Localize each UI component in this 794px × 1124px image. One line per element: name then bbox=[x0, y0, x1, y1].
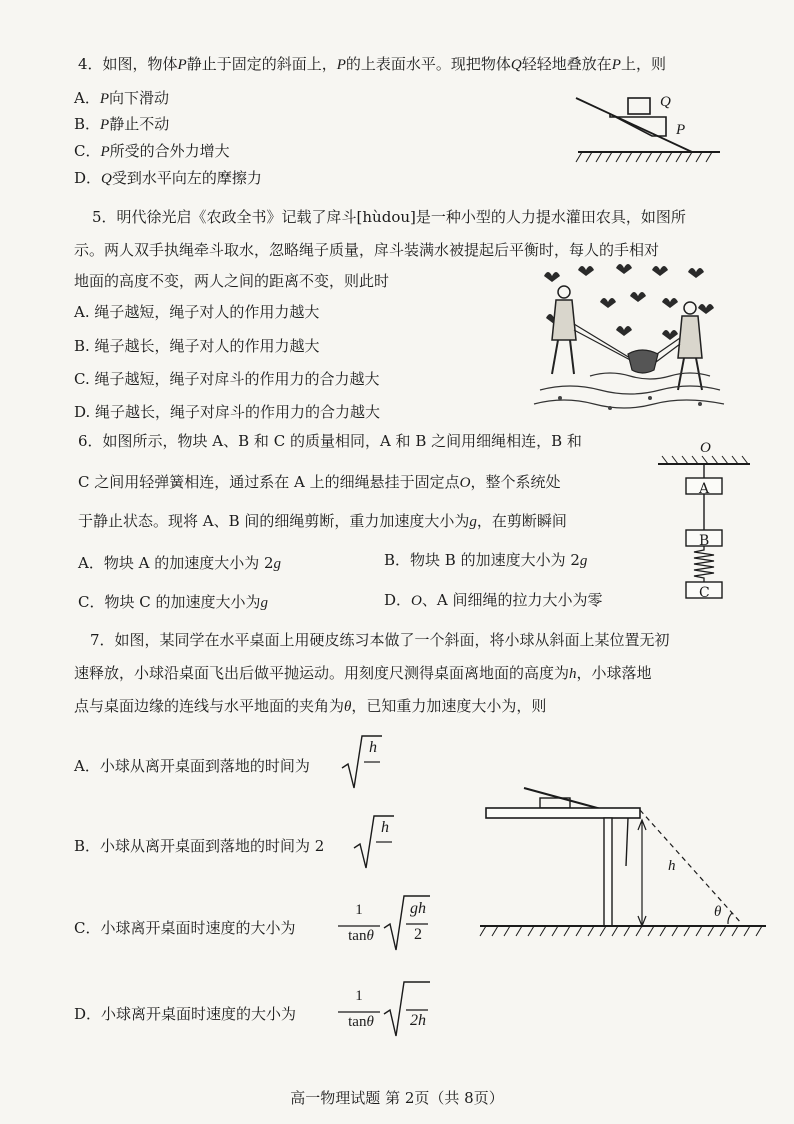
q6-option-d: D．O、A 间细绳的拉力大小为零 bbox=[384, 591, 603, 609]
q7-option-d-sqrt bbox=[382, 980, 432, 1040]
q5-stem-line1: 5．明代徐光启《农政全书》记载了戽斗[hùdou]是一种小型的人力提水灌田农具，如图所 bbox=[92, 208, 686, 226]
q5-option-d: D. 绳子越长，绳子对戽斗的作用力的合力越大 bbox=[74, 403, 381, 421]
q7-label-theta: θ bbox=[714, 904, 722, 920]
q4-stem: 4．如图，物体P静止于固定的斜面上，P的上表面水平。现把物体Q轻轻地叠放在P上，则 bbox=[78, 55, 666, 73]
q6-stem-line1: 6．如图所示，物块 A、B 和 C 的质量相同，A 和 B 之间用细绳相连，B 和 bbox=[78, 432, 582, 450]
q7-option-c-frac-one: 1 bbox=[355, 902, 363, 918]
q4-option-c: C．P所受的合外力增大 bbox=[74, 142, 230, 160]
q6-option-a: A．物块 A 的加速度大小为 2g bbox=[78, 554, 282, 572]
q6-stem-line3: 于静止状态。现将 A、B 间的细绳剪断，重力加速度大小为g，在剪断瞬间 bbox=[78, 512, 567, 530]
q7-label-h: h bbox=[668, 858, 676, 874]
q5-stem-line3: 地面的高度不变，两人之间的距离不变，则此时 bbox=[74, 272, 390, 290]
q7-option-d-fraction-bar bbox=[338, 1011, 382, 1013]
q7-option-b-numerator: h bbox=[381, 819, 389, 836]
q6-block-c: C bbox=[699, 585, 710, 601]
q6-option-b: B．物块 B 的加速度大小为 2g bbox=[384, 551, 588, 569]
q7-option-b: B．小球从离开桌面到落地的时间为 2 bbox=[74, 837, 325, 855]
q6-label-o: O bbox=[700, 440, 711, 456]
q7-stem-line3: 点与桌面边缘的连线与水平地面的夹角为θ，已知重力加速度大小为，则 bbox=[74, 697, 547, 715]
q5-option-c: C. 绳子越短，绳子对戽斗的作用力的合力越大 bbox=[74, 370, 380, 388]
q4-option-d: D．Q受到水平向左的摩擦力 bbox=[74, 169, 262, 187]
q4-incline-figure bbox=[570, 90, 730, 170]
q7-option-d-denominator: 2h bbox=[410, 1012, 426, 1029]
q5-hudou-illustration bbox=[530, 258, 730, 418]
q7-option-c-denominator: 2 bbox=[414, 926, 422, 943]
q6-block-a: A bbox=[699, 481, 710, 497]
q4-label-p: P bbox=[676, 122, 686, 138]
q4-option-a: A．P向下滑动 bbox=[74, 89, 170, 107]
q7-option-a: A．小球从离开桌面到落地的时间为 bbox=[74, 757, 310, 775]
q7-option-c-fraction-bar bbox=[338, 925, 382, 927]
q7-stem-line2: 速释放，小球沿桌面飞出后做平抛运动。用刻度尺测得桌面离地面的高度为h，小球落地 bbox=[74, 664, 652, 682]
q7-option-c-numerator: gh bbox=[410, 900, 426, 917]
q7-option-d: D．小球离开桌面时速度的大小为 bbox=[74, 1005, 297, 1023]
q5-option-a: A. 绳子越短，绳子对人的作用力越大 bbox=[74, 303, 320, 321]
q4-option-b: B．P静止不动 bbox=[74, 115, 170, 133]
q7-option-d-frac-one: 1 bbox=[355, 988, 363, 1004]
q7-stem-line1: 7．如图，某同学在水平桌面上用硬皮练习本做了一个斜面，将小球从斜面上某位置无初 bbox=[90, 631, 670, 649]
q6-stem-line2: C 之间用轻弹簧相连，通过系在 A 上的细绳悬挂于固定点O，整个系统处 bbox=[78, 473, 561, 491]
q6-option-c: C．物块 C 的加速度大小为g bbox=[78, 593, 268, 611]
q7-option-d-tan-theta: tanθ bbox=[348, 1014, 374, 1030]
page-footer: 高一物理试题 第 2页（共 8页） bbox=[290, 1089, 504, 1107]
q6-block-b: B bbox=[699, 533, 710, 549]
q5-stem-line2: 示。两人双手执绳牵斗取水，忽略绳子质量，戽斗装满水被提起后平衡时，每人的手相对 bbox=[74, 241, 660, 259]
q5-option-b: B. 绳子越长，绳子对人的作用力越大 bbox=[74, 337, 320, 355]
q7-table-projectile-figure bbox=[480, 770, 770, 940]
q4-label-q: Q bbox=[660, 94, 671, 110]
q7-option-c: C．小球离开桌面时速度的大小为 bbox=[74, 919, 296, 937]
q7-option-a-numerator: h bbox=[369, 739, 377, 756]
q7-option-c-tan-theta: tanθ bbox=[348, 928, 374, 944]
